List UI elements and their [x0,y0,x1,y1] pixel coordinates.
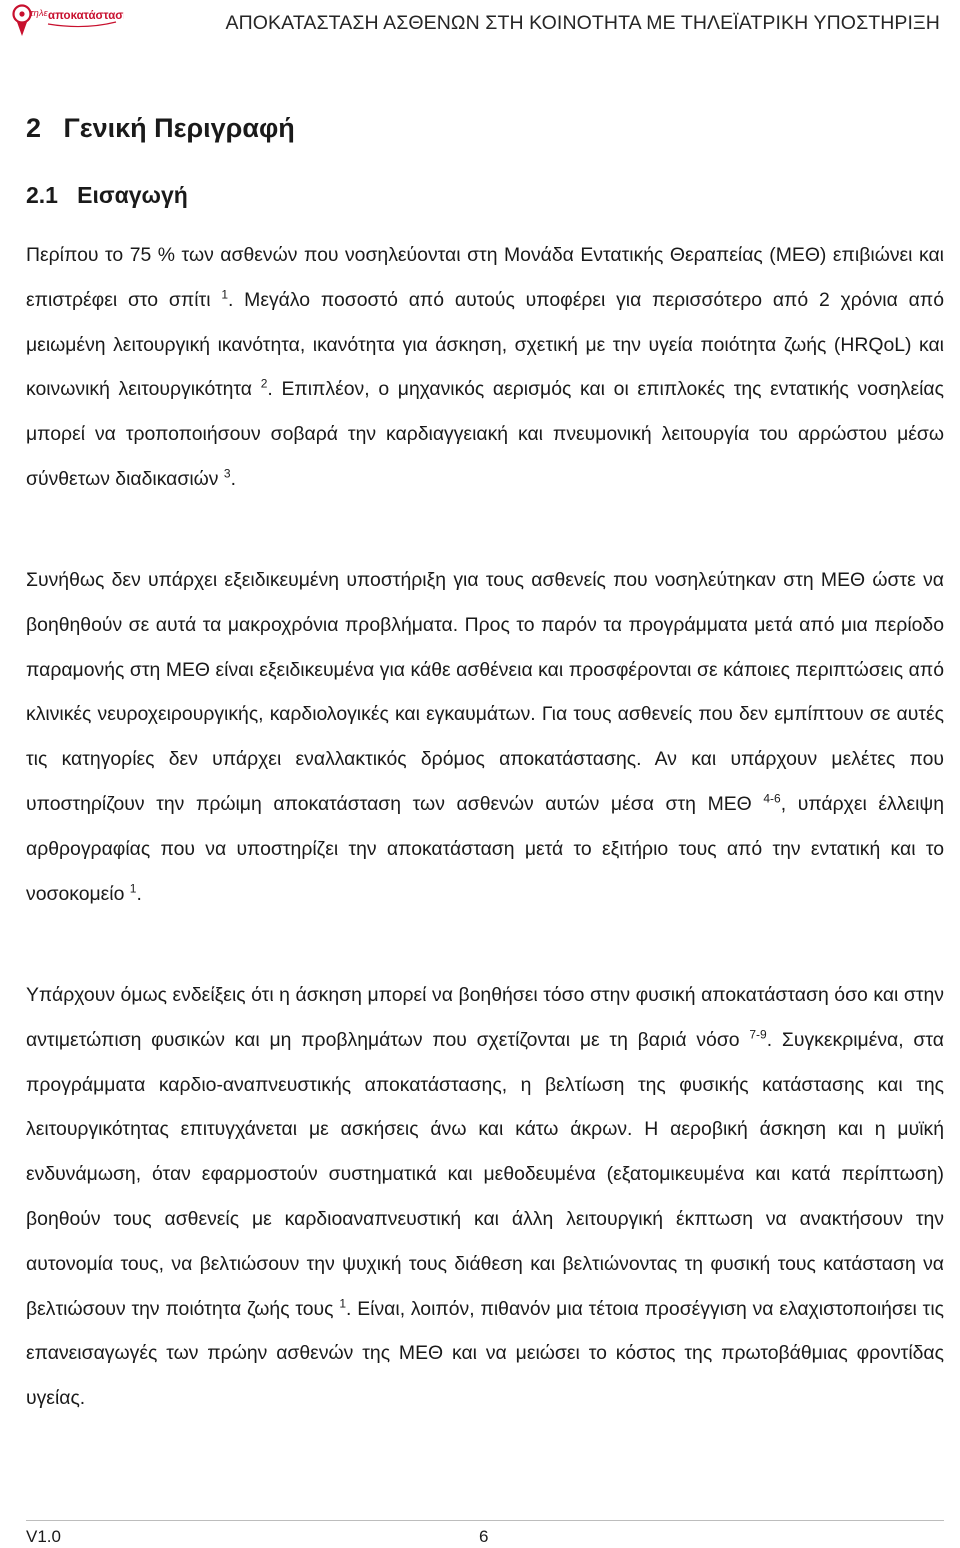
paragraph-text: . Είναι, λοιπόν, πιθανόν μια τέτοια προσέγγιση να ελαχιστοποιήσει τις επανεισαγωγές των πρώην ασθενών της ΜΕΘ και να μειώσει το κόστος της πρωτοβάθμιας φροντίδας υγείας. [26,1297,944,1410]
logo-pin-icon [17,22,27,36]
citation-ref: 1 [129,881,137,896]
paragraph-text: . Επιπλέον, ο μηχανικός αερισμός και οι επιπλοκές της εντατικής νοσηλείας μπορεί να τροποποιήσουν σοβαρά την καρδιαγγειακή και πνευμονική λειτουργία του αρρώστου μέσω σύνθετων διαδικασιών [26,378,944,490]
citation-ref: 1 [339,1296,347,1311]
header-title: ΑΠΟΚΑΤΑΣΤΑΣΗ ΑΣΘΕΝΩΝ ΣΤΗ ΚΟΙΝΟΤΗΤΑ ΜΕ ΤΗΛΕΪΑΤΡΙΚΗ ΥΠΟΣΤΗΡΙΞΗ [225,12,940,34]
footer-page-number: 6 [479,1527,489,1546]
logo-graphic [4,2,124,40]
logo [4,2,124,40]
paragraph-text: . [230,467,236,490]
section-subheading: 2.1 Εισαγωγή [26,182,188,208]
logo-prefix: τηλε [30,8,48,19]
paragraph-1 [26,233,944,502]
section-heading: 2 Γενική Περιγραφή [26,113,295,143]
paragraph-text: Υπάρχουν όμως ενδείξεις ότι η άσκηση μπορεί να βοηθήσει τόσο στην φυσική αποκατάσταση όσο και στην αντιμετώπιση φυσικών και μη προβλημάτων που σχετίζονται με τη βαριά νόσο [26,984,944,1051]
citation-ref: 4-6 [763,791,781,806]
paragraph-text: , υπάρχει έλλειψη αρθρογραφίας που να υποστηρίζει την αποκατάσταση μετά το εξιτήριο τους από την εντατική και το νοσοκομείο [26,792,944,905]
paragraph-text: Περίπου το 75 % των ασθενών που νοσηλεύονται στη Μονάδα Εντατικής Θεραπείας (ΜΕΘ) επιβιώνει και επιστρέφει στο σπίτι [26,244,944,311]
paragraph-3 [26,973,944,1421]
citation-ref: 2 [260,376,268,391]
paragraph-2 [26,558,944,916]
logo-swoosh-icon [48,22,116,27]
footer-divider [26,1520,944,1521]
paragraph-text: . Μεγάλο ποσοστό από αυτούς υποφέρει για περισσότερο από 2 χρόνια από μειωμένη λειτουργική ικανότητα, ικανότητα για άσκηση, σχετική με την υγεία ποιότητα ζωής (HRQoL) και κοινωνική λειτουργικότητα [26,288,944,401]
logo-main: αποκατάσταση [48,10,124,22]
citation-ref: 3 [223,466,231,481]
citation-ref: 1 [221,287,228,302]
paragraph-text: . [136,882,142,905]
page-header [0,0,960,46]
logo-dot-icon [19,11,24,16]
paragraph-text: . Συγκεκριμένα, στα προγράμματα καρδιο-αναπνευστικής αποκατάστασης, η βελτίωση της φυσικής κατάστασης και της λειτουργικότητας επιτυγχάνεται με ασκήσεις άνω και κάτω άκρων. Η αεροβική άσκηση και η μυϊκή ενδυνάμωση, όταν εφαρμοστούν συστηματικά και μεθοδευμένα (εξατομικευμένα και κατά περίπτωση) βοηθούν τους ασθενείς με καρδιοαναπνευστική και άλλη λειτουργική έκπτωση να ανακτήσουν την αυτονομία τους, να βελτιώσουν την ψυχική τους διάθεση και βελτιώνοντας τη φυσική τους κατάσταση να βελτιώσουν την ποιότητα ζωής τους [26,1028,944,1320]
citation-ref: 7-9 [749,1027,767,1042]
paragraph-text: Συνήθως δεν υπάρχει εξειδικευμένη υποστήριξη για τους ασθενείς που νοσηλεύτηκαν στη ΜΕΘ ώστε να βοηθηθούν σε αυτά τα μακροχρόνια προβλήματα. Προς το παρόν τα προγράμματα μετά από μια περίοδο παραμονής στη ΜΕΘ είναι εξειδικευμένα για κάθε ασθένεια και προσφέρονται σε κάποιες περιπτώσεις από κλινικές νευροχειρουργικής, καρδιολογικές και εγκαυμάτων. Για τους ασθενείς που δεν εμπίπτουν σε αυτές τις κατηγορίες δεν υπάρχει εναλλακτικός δρόμος αποκατάστασης. Αν και υπάρχουν μελέτες που υποστηρίζουν την πρώιμη αποκατάσταση των ασθενών αυτών μέσα στη ΜΕΘ [26,569,944,815]
footer-version: V1.0 [26,1527,61,1546]
